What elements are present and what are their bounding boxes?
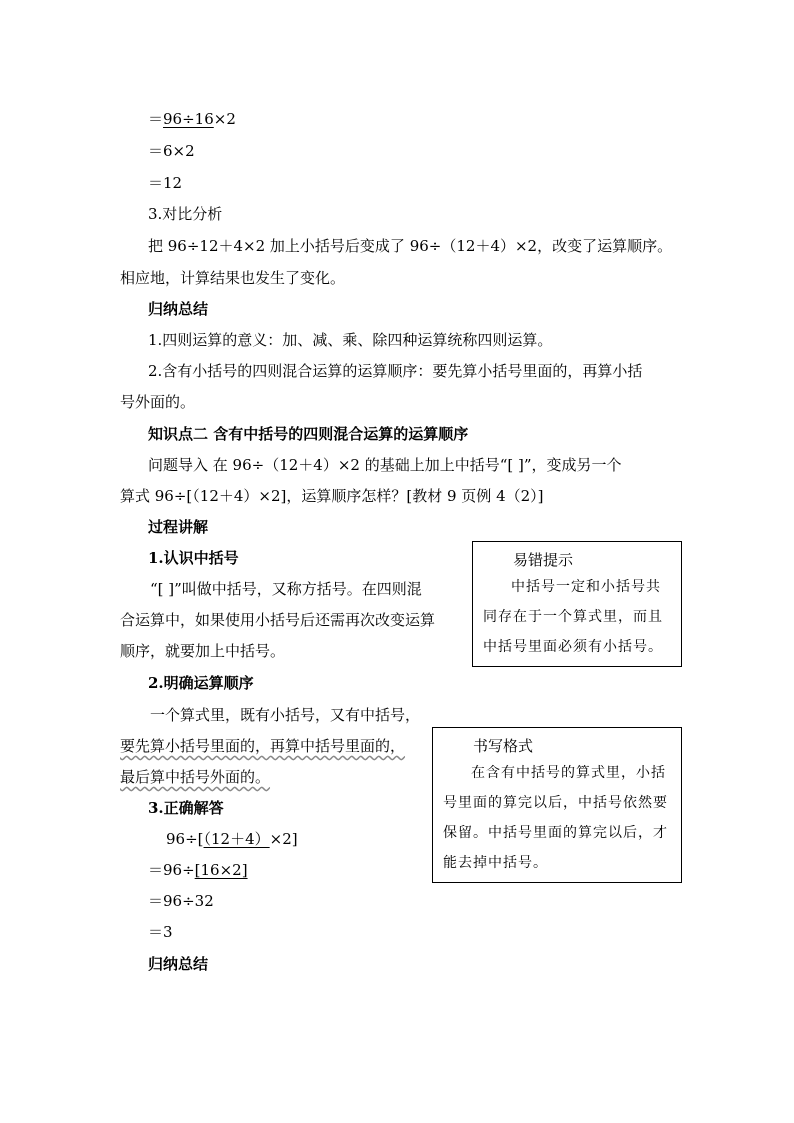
heading-contrast-analysis: 3.对比分析 (148, 205, 223, 223)
summary-point-1: 1.四则运算的意义：加、减、乘、除四种运算统称四则运算。 (148, 331, 553, 349)
heading-summary-2: 归纳总结 (148, 955, 209, 973)
expression-head: ＝96÷ (148, 861, 195, 879)
writing-format-title: 书写格式 (473, 737, 534, 755)
contrast-paragraph-line-1: 把 96÷12＋4×2 加上小括号后变成了 96÷（12＋4）×2，改变了运算顺序。 (148, 237, 673, 255)
know-brackets-line-1: “[ ]”叫做中括号，又称方括号。在四则混 (150, 580, 422, 598)
order-line-2: 要先算小括号里面的，再算中括号里面的， (120, 737, 406, 755)
know-brackets-line-3: 顺序，就要加上中括号。 (120, 642, 286, 660)
summary-point-2-line-2: 号外面的。 (120, 393, 196, 411)
underlined-brackets: [16×2] (194, 861, 248, 879)
summary-point-2-line-1: 2.含有小括号的四则混合运算的运算顺序：要先算小括号里面的，再算小括 (148, 362, 643, 380)
know-brackets-line-2: 合运算中，如果使用小括号后还需再次改变运算 (120, 611, 436, 629)
error-tip-body: 中括号一定和小括号共同存在于一个算式里，而且中括号里面必须有小括号。 (483, 579, 663, 655)
heading-process: 过程讲解 (148, 518, 209, 536)
calc-step-1 (148, 109, 236, 129)
intro-line-2: 算式 96÷[（12＋4）×2]，运算顺序怎样？[教材 9 页例 4（2）] (120, 487, 544, 505)
heading-know-brackets: 1.认识中括号 (148, 549, 239, 567)
heading-solve: 3.正确解答 (148, 799, 224, 817)
error-tip-title: 易错提示 (513, 551, 574, 569)
calc-step-3: ＝12 (148, 174, 183, 192)
equals-sign: ＝ (148, 110, 164, 128)
contrast-paragraph-line-2: 相应地，计算结果也发生了变化。 (120, 269, 346, 287)
expression-head: 96÷[ (166, 830, 204, 848)
solve-step-3: ＝96÷32 (148, 892, 214, 910)
heading-summary-1: 归纳总结 (148, 300, 209, 318)
intro-line-1: 问题导入 在 96÷（12＋4）×2 的基础上加上中括号“[ ]”，变成另一个 (148, 456, 622, 474)
order-line-3: 最后算中括号外面的。 (120, 768, 271, 786)
solve-step-1 (166, 829, 298, 849)
expression-tail: ×2] (269, 830, 298, 848)
solve-step-2 (148, 860, 248, 880)
solve-step-4: ＝3 (148, 923, 173, 941)
order-line-1: 一个算式里，既有小括号，又有中括号， (150, 706, 421, 724)
heading-order: 2.明确运算顺序 (148, 674, 254, 692)
expression-tail: ×2 (213, 110, 236, 128)
knowledge-point-2-heading: 知识点二 含有中括号的四则混合运算的运算顺序 (148, 425, 469, 443)
writing-format-box (432, 727, 682, 883)
error-tip-box (472, 541, 682, 667)
underlined-expression: 96÷16 (163, 110, 214, 128)
calc-step-2: ＝6×2 (148, 142, 195, 160)
underlined-parentheses: （12＋4） (203, 830, 270, 848)
writing-format-body: 在含有中括号的算式里，小括号里面的算完以后，中括号依然要保留。中括号里面的算完以后，才能去掉中括号。 (443, 765, 668, 871)
